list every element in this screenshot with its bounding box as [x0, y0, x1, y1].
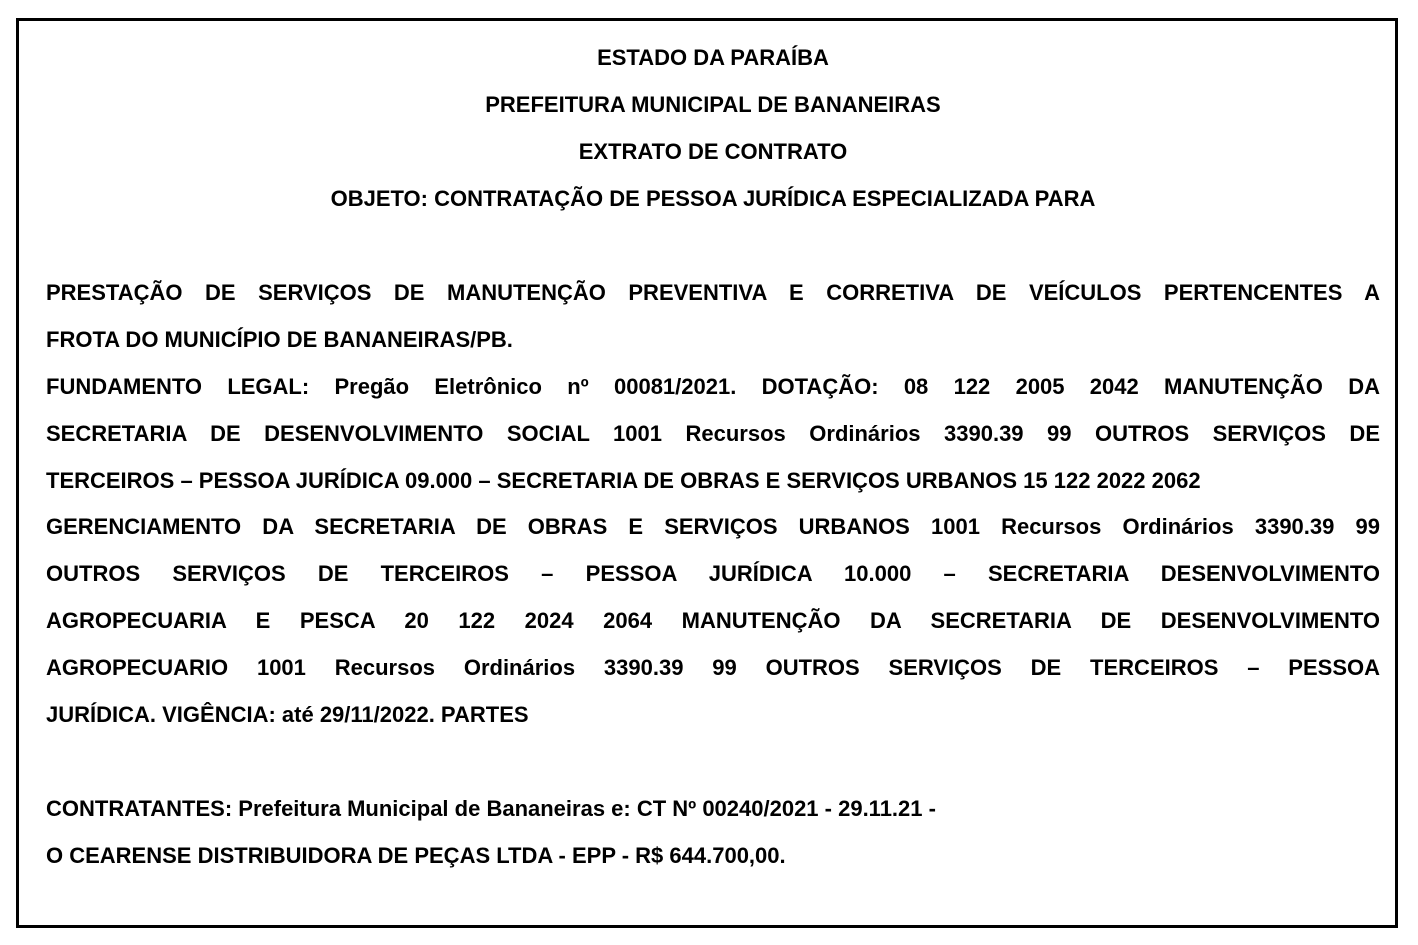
- municipality-heading: PREFEITURA MUNICIPAL DE BANANEIRAS: [485, 92, 941, 117]
- body-line-6: GERENCIAMENTO DA SECRETARIA DE OBRAS E SERVIÇOS URBANOS 1001 Recursos Ordinários 3390.39 99: [46, 514, 1380, 539]
- body-line-1: PRESTAÇÃO DE SERVIÇOS DE MANUTENÇÃO PREVENTIVA E CORRETIVA DE VEÍCULOS PERTENCENTES A: [46, 280, 1380, 305]
- object-heading: OBJETO: CONTRATAÇÃO DE PESSOA JURÍDICA ESPECIALIZADA PARA: [330, 186, 1096, 211]
- body-line-8: AGROPECUARIA E PESCA 20 122 2024 2064 MANUTENÇÃO DA SECRETARIA DE DESENVOLVIMENTO: [46, 608, 1380, 633]
- body-line-2: FROTA DO MUNICÍPIO DE BANANEIRAS/PB.: [46, 327, 513, 352]
- body-line-10: JURÍDICA. VIGÊNCIA: até 29/11/2022. PARTES: [46, 702, 529, 727]
- state-heading: ESTADO DA PARAÍBA: [597, 45, 829, 70]
- body-line-7: OUTROS SERVIÇOS DE TERCEIROS – PESSOA JURÍDICA 10.000 – SECRETARIA DESENVOLVIMENTO: [46, 561, 1380, 586]
- parties-line-1: CONTRATANTES: Prefeitura Municipal de Bananeiras e: CT Nº 00240/2021 - 29.11.21 -: [46, 796, 936, 821]
- body-line-9: AGROPECUARIO 1001 Recursos Ordinários 3390.39 99 OUTROS SERVIÇOS DE TERCEIROS – PESSOA: [46, 655, 1380, 680]
- body-line-3: FUNDAMENTO LEGAL: Pregão Eletrônico nº 00081/2021. DOTAÇÃO: 08 122 2005 2042 MANUTENÇÃO DA: [46, 374, 1380, 399]
- parties-line-2: O CEARENSE DISTRIBUIDORA DE PEÇAS LTDA - EPP - R$ 644.700,00.: [46, 843, 786, 868]
- document-frame: [16, 18, 1398, 928]
- body-line-5: TERCEIROS – PESSOA JURÍDICA 09.000 – SECRETARIA DE OBRAS E SERVIÇOS URBANOS 15 122 2022 2062: [46, 468, 1201, 493]
- body-line-4: SECRETARIA DE DESENVOLVIMENTO SOCIAL 1001 Recursos Ordinários 3390.39 99 OUTROS SERVIÇOS DE: [46, 421, 1380, 446]
- document-type-heading: EXTRATO DE CONTRATO: [578, 139, 848, 164]
